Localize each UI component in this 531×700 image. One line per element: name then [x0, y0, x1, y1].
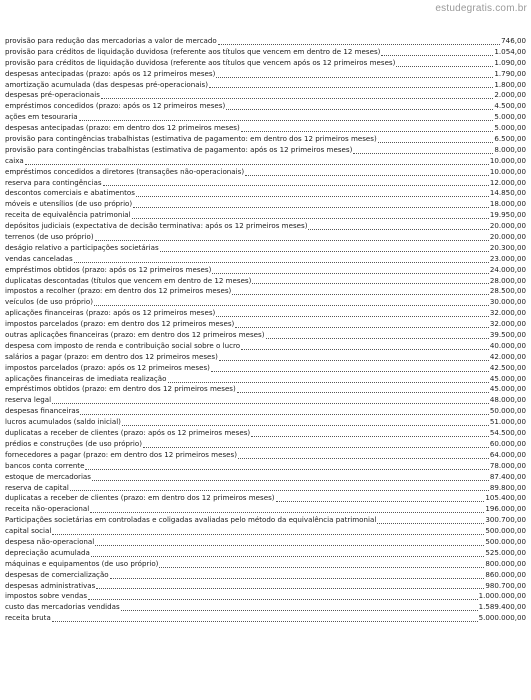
dot-leader: [218, 44, 500, 45]
account-value: 32.000,00: [489, 308, 526, 318]
account-value: 1.800,00: [494, 79, 526, 89]
account-value: 32.000,00: [489, 319, 526, 329]
ledger-row: [5, 319, 526, 330]
ledger-row: [5, 559, 526, 570]
dot-leader: [94, 305, 489, 306]
ledger-row: [5, 69, 526, 80]
account-value: 45.000,00: [489, 384, 526, 394]
ledger-row: [5, 395, 526, 406]
account-value: 28.500,00: [489, 286, 526, 296]
dot-leader: [381, 55, 493, 56]
ledger-row: [5, 276, 526, 287]
dot-leader: [226, 109, 493, 110]
account-name: provisão para contingências trabalhistas (estimativa de pagamento: após os 12 primeiros meses): [5, 144, 353, 154]
ledger-row: [5, 286, 526, 297]
dot-leader: [133, 207, 489, 208]
ledger-row: [5, 47, 526, 58]
ledger-row: [5, 210, 526, 221]
ledger-row: [5, 417, 526, 428]
account-value: 14.850,00: [489, 188, 526, 198]
account-value: 18.000,00: [489, 199, 526, 209]
ledger-row: [5, 243, 526, 254]
account-name: duplicatas descontadas (títulos que vencem em dentro de 12 meses): [5, 275, 252, 285]
ledger-row: [5, 308, 526, 319]
account-value: 1.000.000,00: [478, 591, 526, 601]
dot-leader: [252, 283, 488, 284]
ledger-row: [5, 450, 526, 461]
account-value: 10.000,00: [489, 155, 526, 165]
ledger-row: [5, 58, 526, 69]
ledger-row: [5, 363, 526, 374]
dot-leader: [209, 87, 493, 88]
ledger-row: [5, 352, 526, 363]
dot-leader: [52, 621, 478, 622]
dot-leader: [219, 360, 489, 361]
account-name: impostos sobre vendas: [5, 591, 88, 601]
ledger-row: [5, 156, 526, 167]
dot-leader: [245, 175, 489, 176]
dot-leader: [212, 273, 489, 274]
ledger-row: [5, 548, 526, 559]
ledger-row: [5, 341, 526, 352]
dot-leader: [232, 294, 489, 295]
account-value: 1.090,00: [494, 57, 526, 67]
dot-leader: [25, 164, 489, 165]
account-value: 6.500,00: [494, 134, 526, 143]
dot-leader: [136, 196, 489, 197]
account-value: 19.950,00: [489, 210, 526, 220]
dot-leader: [80, 414, 488, 415]
account-value: 1.054,00: [494, 46, 526, 56]
account-value: 105.400,00: [485, 493, 526, 503]
account-name: Participações societárias em controladas e coligadas avaliadas pelo método da equivalência patrimonial: [5, 515, 377, 525]
account-name: impostos a recolher (prazo: em dentro dos 12 primeiros meses): [5, 286, 232, 296]
account-value: 42.000,00: [489, 351, 526, 361]
account-name: despesa com imposto de renda e contribuição social sobre o lucro: [5, 340, 241, 350]
account-name: bancos conta corrente: [5, 460, 85, 470]
account-name: duplicatas a receber de clientes (prazo: após os 12 primeiros meses): [5, 428, 251, 438]
dot-leader: [216, 316, 489, 317]
account-name: depreciação acumulada: [5, 547, 90, 557]
dot-leader: [143, 447, 489, 448]
account-value: 800.000,00: [485, 558, 526, 568]
account-value: 8.000,00: [494, 144, 526, 154]
dot-leader: [88, 599, 478, 600]
account-name: reserva de capital: [5, 482, 69, 492]
dot-leader: [216, 77, 493, 78]
account-value: 5.000,00: [494, 112, 526, 122]
dot-leader: [168, 382, 489, 383]
ledger-row: [5, 472, 526, 483]
account-name: máquinas e equipamentos (de uso próprio): [5, 558, 159, 568]
account-value: 45.000,00: [489, 373, 526, 383]
ledger-row: [5, 385, 526, 396]
account-name: receita de equivalência patrimonial: [5, 210, 131, 220]
dot-leader: [353, 153, 493, 154]
ledger-row: [5, 188, 526, 199]
account-name: empréstimos concedidos a diretores (transações não-operacionais): [5, 166, 245, 176]
account-name: provisão para contingências trabalhistas (estimativa de pagamento: em dentro dos 12 primeiros meses): [5, 134, 377, 143]
account-name: vendas canceladas: [5, 253, 73, 263]
dot-leader: [308, 229, 488, 230]
account-value: 23.000,00: [489, 253, 526, 263]
ledger-row: [5, 406, 526, 417]
ledger-row: [5, 297, 526, 308]
account-value: 2.000,00: [494, 90, 526, 100]
account-value: 746,00: [501, 36, 526, 45]
account-name: aplicações financeiras de imediata realização: [5, 373, 167, 383]
dot-leader: [159, 567, 484, 568]
account-name: salários a pagar (prazo: em dentro dos 12 primeiros meses): [5, 351, 218, 361]
account-value: 89.800,00: [489, 482, 526, 492]
ledger-row: [5, 504, 526, 515]
account-name: empréstimos obtidos (prazo: após os 12 primeiros meses): [5, 264, 212, 274]
dot-leader: [276, 501, 485, 502]
account-value: 24.000,00: [489, 264, 526, 274]
account-name: estoque de mercadorias: [5, 471, 91, 481]
account-name: empréstimos obtidos (prazo: em dentro dos 12 primeiros meses): [5, 384, 236, 394]
dot-leader: [377, 523, 484, 524]
ledger-row: [5, 537, 526, 548]
account-value: 87.400,00: [489, 471, 526, 481]
ledger-row: [5, 101, 526, 112]
account-value: 54.500,00: [489, 428, 526, 438]
account-value: 28.000,00: [489, 275, 526, 285]
account-name: prédios e construções (de uso próprio): [5, 438, 142, 448]
account-value: 39.500,00: [489, 330, 526, 340]
ledger-row: [5, 80, 526, 91]
dot-leader: [52, 403, 489, 404]
account-value: 196.000,00: [485, 504, 526, 514]
account-name: aplicações financeiras (prazo: após os 12 primeiros meses): [5, 308, 216, 318]
account-name: fornecedores a pagar (prazo: em dentro dos 12 primeiros meses): [5, 449, 237, 459]
account-value: 5.000,00: [494, 123, 526, 133]
dot-leader: [96, 588, 484, 589]
dot-leader: [241, 131, 494, 132]
account-value: 300.700,00: [485, 515, 526, 525]
dot-leader: [70, 490, 489, 491]
account-name: custo das mercadorias vendidas: [5, 602, 120, 612]
account-name: móveis e utensílios (de uso próprio): [5, 199, 133, 209]
ledger-row: [5, 428, 526, 439]
ledger-row: [5, 167, 526, 178]
account-value: 64.000,00: [489, 449, 526, 459]
account-value: 1.790,00: [494, 68, 526, 78]
account-value: 48.000,00: [489, 395, 526, 405]
dot-leader: [90, 512, 484, 513]
ledger-row: [5, 330, 526, 341]
dot-leader: [396, 66, 493, 67]
account-name: despesas pré-operacionais: [5, 90, 100, 100]
dot-leader: [52, 534, 484, 535]
dot-leader: [266, 338, 489, 339]
dot-leader: [92, 480, 489, 481]
dot-leader: [103, 185, 489, 186]
account-name: provisão para redução das mercadorias a valor de mercado: [5, 36, 217, 45]
account-ledger-list: [5, 36, 526, 624]
account-name: ações em tesouraria: [5, 112, 78, 122]
account-value: 51.000,00: [489, 417, 526, 427]
ledger-row: [5, 199, 526, 210]
account-name: despesas administrativas: [5, 580, 96, 590]
account-value: 50.000,00: [489, 406, 526, 416]
ledger-row: [5, 145, 526, 156]
dot-leader: [160, 251, 489, 252]
ledger-row: [5, 483, 526, 494]
account-name: despesa não-operacional: [5, 536, 95, 546]
ledger-row: [5, 591, 526, 602]
dot-leader: [101, 98, 493, 99]
account-name: reserva legal: [5, 395, 52, 405]
dot-leader: [95, 240, 489, 241]
dot-leader: [237, 392, 489, 393]
dot-leader: [251, 436, 489, 437]
account-name: provisão para créditos de liquidação duvidosa (referente aos títulos que vencem em dentro de 12 meses): [5, 46, 381, 56]
ledger-row: [5, 570, 526, 581]
ledger-row: [5, 581, 526, 592]
dot-leader: [132, 218, 489, 219]
account-value: 12.000,00: [489, 177, 526, 187]
account-value: 860.000,00: [485, 569, 526, 579]
account-value: 40.000,00: [489, 340, 526, 350]
account-value: 980.700,00: [485, 580, 526, 590]
dot-leader: [238, 458, 489, 459]
account-name: impostos parcelados (prazo: após os 12 primeiros meses): [5, 362, 210, 372]
account-value: 500.000,00: [485, 536, 526, 546]
account-name: reserva para contingências: [5, 177, 102, 187]
account-value: 42.500,00: [489, 362, 526, 372]
account-value: 10.000,00: [489, 166, 526, 176]
account-name: despesas de comercialização: [5, 569, 109, 579]
dot-leader: [378, 142, 494, 143]
ledger-row: [5, 178, 526, 189]
ledger-row: [5, 254, 526, 265]
account-name: caixa: [5, 155, 24, 165]
account-value: 1.589.400,00: [478, 602, 526, 612]
ledger-row: [5, 123, 526, 134]
account-name: amortização acumulada (das despesas pré-operacionais): [5, 79, 209, 89]
account-name: depósitos judiciais (expectativa de decisão terminativa: após os 12 primeiros meses): [5, 221, 308, 231]
ledger-row: [5, 265, 526, 276]
account-value: 20.000,00: [489, 232, 526, 242]
account-value: 4.500,00: [494, 101, 526, 111]
ledger-row: [5, 112, 526, 123]
account-value: 30.000,00: [489, 297, 526, 307]
site-watermark: estudegratis.com.br: [435, 3, 527, 14]
account-value: 500.000,00: [485, 526, 526, 536]
dot-leader: [79, 120, 494, 121]
account-value: 20.000,00: [489, 221, 526, 231]
account-name: despesas financeiras: [5, 406, 80, 416]
account-name: deságio relativo a participações societárias: [5, 242, 159, 252]
account-value: 5.000.000,00: [478, 613, 526, 623]
account-name: provisão para créditos de liquidação duvidosa (referente aos títulos que vencem após os 12 primeiros meses): [5, 57, 396, 67]
ledger-row: [5, 602, 526, 613]
account-name: despesas antecipadas (prazo: após os 12 primeiros meses): [5, 68, 216, 78]
account-name: veículos (de uso próprio): [5, 297, 93, 307]
ledger-row: [5, 90, 526, 101]
dot-leader: [121, 610, 478, 611]
account-name: receita bruta: [5, 613, 51, 623]
account-name: receita não-operacional: [5, 504, 90, 514]
account-value: 525.000,00: [485, 547, 526, 557]
ledger-row: [5, 461, 526, 472]
ledger-row: [5, 36, 526, 47]
dot-leader: [211, 371, 489, 372]
account-name: terrenos (de uso próprio): [5, 232, 94, 242]
dot-leader: [91, 556, 485, 557]
account-name: duplicatas a receber de clientes (prazo: em dentro dos 12 primeiros meses): [5, 493, 275, 503]
account-value: 78.000,00: [489, 460, 526, 470]
account-name: descontos comerciais e abatimentos: [5, 188, 135, 198]
account-name: impostos parcelados (prazo: em dentro dos 12 primeiros meses): [5, 319, 235, 329]
dot-leader: [110, 578, 485, 579]
dot-leader: [95, 545, 484, 546]
account-name: empréstimos concedidos (prazo: após os 12 primeiros meses): [5, 101, 226, 111]
dot-leader: [122, 425, 489, 426]
dot-leader: [241, 349, 489, 350]
dot-leader: [85, 469, 488, 470]
account-value: 20.300,00: [489, 242, 526, 252]
account-name: lucros acumulados (saldo inicial): [5, 417, 121, 427]
dot-leader: [235, 327, 489, 328]
ledger-row: [5, 439, 526, 450]
dot-leader: [74, 262, 489, 263]
ledger-row: [5, 232, 526, 243]
ledger-row: [5, 515, 526, 526]
ledger-row: [5, 493, 526, 504]
ledger-row: [5, 134, 526, 145]
account-name: outras aplicações financeiras (prazo: em dentro dos 12 primeiros meses): [5, 330, 265, 340]
ledger-row: [5, 374, 526, 385]
account-name: capital social: [5, 526, 52, 536]
ledger-row: [5, 526, 526, 537]
ledger-row: [5, 221, 526, 232]
account-value: 60.000,00: [489, 438, 526, 448]
account-name: despesas antecipadas (prazo: em dentro dos 12 primeiros meses): [5, 123, 240, 133]
ledger-row: [5, 613, 526, 624]
